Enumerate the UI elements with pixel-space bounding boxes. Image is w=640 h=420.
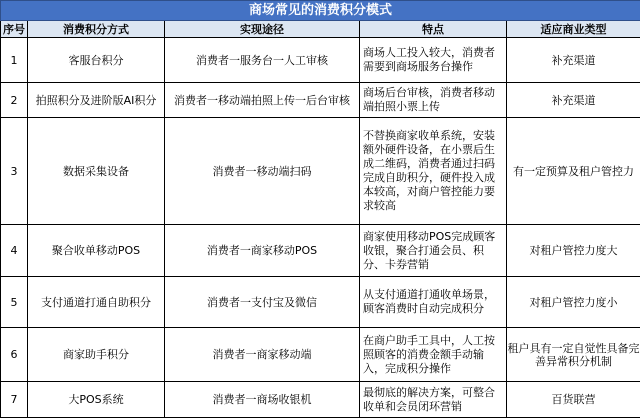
row-number: 2 bbox=[1, 83, 28, 118]
table-row bbox=[1, 225, 640, 277]
row-feature: 最彻底的解决方案，可整合收单和会员闭环营销 bbox=[360, 382, 507, 418]
table-row bbox=[1, 83, 640, 118]
row-path: 消费者一移动端拍照上传一后台审核 bbox=[165, 83, 360, 118]
row-type: 有一定预算及租户管控力 bbox=[507, 118, 640, 225]
row-feature: 从支付通道打通收单场景，顾客消费时自动完成积分 bbox=[360, 277, 507, 328]
row-method: 聚合收单移动POS bbox=[28, 225, 165, 277]
row-method: 客服台积分 bbox=[28, 38, 165, 83]
row-feature: 商场人工投入较大，消费者需要到商场服务台操作 bbox=[360, 38, 507, 83]
table-row bbox=[1, 118, 640, 225]
row-feature: 商家使用移动POS完成顾客收银，聚合打通会员、积分、卡券营销 bbox=[360, 225, 507, 277]
table-title: 商场常见的消费积分模式 bbox=[1, 1, 640, 21]
row-path: 消费者一支付宝及微信 bbox=[165, 277, 360, 328]
table-row bbox=[1, 38, 640, 83]
row-number: 3 bbox=[1, 118, 28, 225]
table-row bbox=[1, 382, 640, 418]
row-path: 消费者一商场收银机 bbox=[165, 382, 360, 418]
header-row bbox=[1, 21, 640, 38]
row-type: 补充渠道 bbox=[507, 38, 640, 83]
row-type: 百货联营 bbox=[507, 382, 640, 418]
row-path: 消费者一移动端扫码 bbox=[165, 118, 360, 225]
row-path: 消费者一服务台一人工审核 bbox=[165, 38, 360, 83]
header-type: 适应商业类型 bbox=[507, 21, 640, 38]
row-type: 租户具有一定自觉性具备完善异常积分机制 bbox=[507, 328, 640, 382]
table-row bbox=[1, 277, 640, 328]
row-path: 消费者一商家移动POS bbox=[165, 225, 360, 277]
row-method: 大POS系统 bbox=[28, 382, 165, 418]
title-row bbox=[1, 1, 640, 21]
row-number: 1 bbox=[1, 38, 28, 83]
row-method: 支付通道打通自助积分 bbox=[28, 277, 165, 328]
row-feature: 不替换商家收单系统，安装额外硬件设备，在小票后生成二维码，消费者通过扫码完成自助积分，硬件投入成本较高，对商户管控能力要求较高 bbox=[360, 118, 507, 225]
table-row bbox=[1, 328, 640, 382]
row-path: 消费者一商家移动端 bbox=[165, 328, 360, 382]
row-number: 5 bbox=[1, 277, 28, 328]
row-method: 拍照积分及进阶版AI积分 bbox=[28, 83, 165, 118]
row-number: 4 bbox=[1, 225, 28, 277]
row-feature: 商场后台审核，消费者移动端拍照小票上传 bbox=[360, 83, 507, 118]
header-path: 实现途径 bbox=[165, 21, 360, 38]
row-number: 7 bbox=[1, 382, 28, 418]
header-no: 序号 bbox=[1, 21, 28, 38]
row-type: 对租户管控力度大 bbox=[507, 225, 640, 277]
row-type: 补充渠道 bbox=[507, 83, 640, 118]
row-method: 数据采集设备 bbox=[28, 118, 165, 225]
header-method: 消费积分方式 bbox=[28, 21, 165, 38]
row-feature: 在商户助手工具中，人工按照顾客的消费金额手动输入，完成积分操作 bbox=[360, 328, 507, 382]
row-number: 6 bbox=[1, 328, 28, 382]
row-type: 对租户管控力度小 bbox=[507, 277, 640, 328]
row-method: 商家助手积分 bbox=[28, 328, 165, 382]
header-feature: 特点 bbox=[360, 21, 507, 38]
